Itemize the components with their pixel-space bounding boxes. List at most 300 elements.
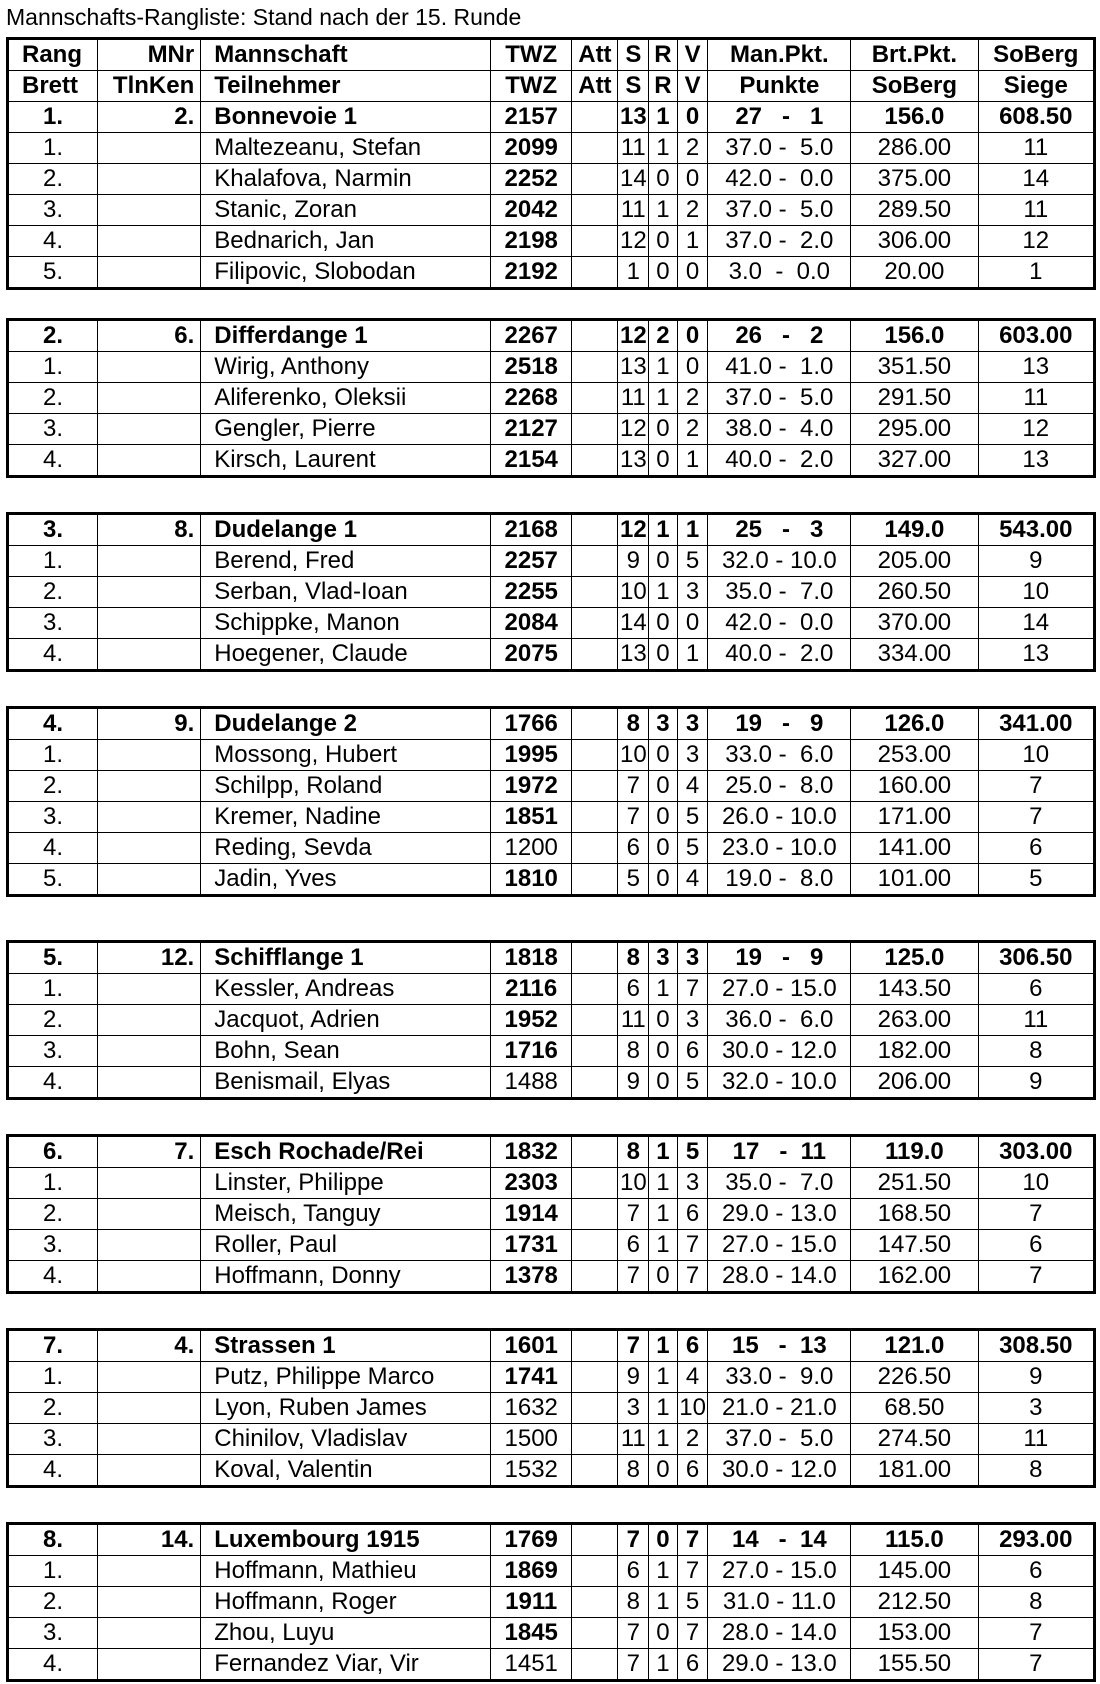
team-row [8,102,1095,133]
player-soberg: 182.00 [851,1036,978,1067]
team-board-points: 119.0 [851,1136,978,1168]
player-att [572,1230,618,1261]
player-draws: 0 [649,445,678,477]
player-name: Benismail, Elyas [201,1067,491,1099]
player-name: Serban, Vlad-Ioan [201,577,491,608]
team-name: Esch Rochade/Rei [201,1136,491,1168]
document-title: Mannschafts-Rangliste: Stand nach der 15. Runde [6,4,522,30]
player-id [98,383,201,414]
player-wins: 14 [618,608,649,639]
player-row [8,1261,1095,1293]
player-name: Maltezeanu, Stefan [201,133,491,164]
player-att [572,383,618,414]
player-points: 30.0 - 12.0 [708,1455,851,1487]
player-row [8,1587,1095,1618]
team-wins: 12 [618,514,649,546]
player-losses: 3 [677,577,708,608]
player-id [98,1587,201,1618]
player-board: 2. [8,1393,98,1424]
player-draws: 1 [649,1199,678,1230]
player-att [572,740,618,771]
player-points: 28.0 - 14.0 [708,1618,851,1649]
player-row [8,608,1095,639]
player-board: 3. [8,608,98,639]
player-losses: 5 [677,1067,708,1099]
team-match-points: 19 - 9 [708,708,851,740]
player-points: 33.0 - 9.0 [708,1362,851,1393]
team-wins: 8 [618,708,649,740]
player-board: 2. [8,383,98,414]
team-block [6,512,1096,672]
player-att [572,833,618,864]
player-draws: 1 [649,1587,678,1618]
player-name: Bednarich, Jan [201,226,491,257]
player-name: Bohn, Sean [201,1036,491,1067]
player-att [572,577,618,608]
player-att [572,802,618,833]
player-id [98,195,201,226]
team-twz: 1601 [491,1330,572,1362]
player-losses: 1 [677,445,708,477]
player-win-count: 11 [978,195,1094,226]
player-points: 21.0 - 21.0 [708,1393,851,1424]
player-id [98,546,201,577]
player-twz: 1914 [491,1199,572,1230]
player-name: Wirig, Anthony [201,352,491,383]
player-losses: 0 [677,257,708,289]
team-name: Dudelange 1 [201,514,491,546]
player-wins: 14 [618,164,649,195]
team-row [8,514,1095,546]
player-board: 4. [8,1455,98,1487]
player-board: 5. [8,864,98,896]
player-twz: 2099 [491,133,572,164]
player-name: Zhou, Luyu [201,1618,491,1649]
player-row [8,1455,1095,1487]
player-win-count: 1 [978,257,1094,289]
player-board: 2. [8,164,98,195]
team-block [6,706,1096,897]
player-name: Schippke, Manon [201,608,491,639]
player-soberg: 160.00 [851,771,978,802]
player-losses: 0 [677,352,708,383]
player-twz: 1716 [491,1036,572,1067]
player-id [98,445,201,477]
player-id [98,1067,201,1099]
player-name: Stanic, Zoran [201,195,491,226]
player-id [98,771,201,802]
player-row [8,833,1095,864]
player-board: 1. [8,1556,98,1587]
player-losses: 7 [677,974,708,1005]
player-att [572,1036,618,1067]
player-win-count: 12 [978,226,1094,257]
team-soberg: 308.50 [978,1330,1094,1362]
player-wins: 13 [618,352,649,383]
player-losses: 2 [677,414,708,445]
player-id [98,1649,201,1681]
player-row [8,1393,1095,1424]
player-row [8,1168,1095,1199]
team-losses: 3 [677,942,708,974]
team-board-points: 156.0 [851,102,978,133]
player-soberg: 274.50 [851,1424,978,1455]
player-win-count: 7 [978,1618,1094,1649]
player-wins: 9 [618,546,649,577]
player-losses: 5 [677,1587,708,1618]
player-draws: 0 [649,639,678,671]
player-twz: 2303 [491,1168,572,1199]
team-number: 12. [98,942,201,974]
player-id [98,864,201,896]
player-att [572,164,618,195]
player-draws: 1 [649,1168,678,1199]
player-twz: 1851 [491,802,572,833]
team-row [8,942,1095,974]
player-wins: 7 [618,1199,649,1230]
player-board: 4. [8,1649,98,1681]
player-row [8,802,1095,833]
header-r: R [649,71,678,102]
player-losses: 0 [677,608,708,639]
team-rank: 7. [8,1330,98,1362]
team-block [6,1522,1096,1682]
team-losses: 6 [677,1330,708,1362]
player-win-count: 9 [978,1362,1094,1393]
player-losses: 10 [677,1393,708,1424]
player-twz: 1532 [491,1455,572,1487]
team-rank: 6. [8,1136,98,1168]
player-wins: 11 [618,133,649,164]
player-wins: 7 [618,1618,649,1649]
player-points: 19.0 - 8.0 [708,864,851,896]
subheader-row [8,71,1095,102]
player-draws: 1 [649,577,678,608]
player-twz: 2116 [491,974,572,1005]
player-wins: 3 [618,1393,649,1424]
player-points: 38.0 - 4.0 [708,414,851,445]
player-losses: 3 [677,1168,708,1199]
team-att [572,1136,618,1168]
player-win-count: 12 [978,414,1094,445]
team-board-points: 126.0 [851,708,978,740]
player-twz: 1810 [491,864,572,896]
player-board: 3. [8,1424,98,1455]
player-points: 35.0 - 7.0 [708,577,851,608]
header-wins: Siege [978,71,1094,102]
team-draws: 1 [649,102,678,133]
player-soberg: 351.50 [851,352,978,383]
player-twz: 2518 [491,352,572,383]
player-board: 4. [8,1261,98,1293]
player-losses: 7 [677,1230,708,1261]
player-win-count: 13 [978,352,1094,383]
team-match-points: 15 - 13 [708,1330,851,1362]
player-id [98,226,201,257]
player-row [8,1649,1095,1681]
player-wins: 11 [618,1005,649,1036]
player-att [572,1556,618,1587]
player-draws: 1 [649,974,678,1005]
player-att [572,1393,618,1424]
player-row [8,1230,1095,1261]
team-match-points: 17 - 11 [708,1136,851,1168]
player-att [572,1261,618,1293]
player-win-count: 8 [978,1455,1094,1487]
player-soberg: 20.00 [851,257,978,289]
player-board: 4. [8,639,98,671]
player-points: 40.0 - 2.0 [708,445,851,477]
player-soberg: 168.50 [851,1199,978,1230]
player-soberg: 253.00 [851,740,978,771]
player-name: Koval, Valentin [201,1455,491,1487]
player-twz: 1845 [491,1618,572,1649]
team-block [6,1328,1096,1488]
player-soberg: 162.00 [851,1261,978,1293]
team-rank: 3. [8,514,98,546]
team-number: 14. [98,1524,201,1556]
player-win-count: 11 [978,1005,1094,1036]
team-twz: 1766 [491,708,572,740]
player-points: 41.0 - 1.0 [708,352,851,383]
player-board: 2. [8,771,98,802]
player-points: 25.0 - 8.0 [708,771,851,802]
player-board: 2. [8,1587,98,1618]
player-row [8,864,1095,896]
player-att [572,257,618,289]
player-soberg: 155.50 [851,1649,978,1681]
player-points: 42.0 - 0.0 [708,608,851,639]
player-id [98,1455,201,1487]
player-draws: 0 [649,740,678,771]
player-soberg: 145.00 [851,1556,978,1587]
team-draws: 3 [649,942,678,974]
player-wins: 9 [618,1362,649,1393]
player-draws: 0 [649,1067,678,1099]
player-losses: 6 [677,1199,708,1230]
player-draws: 0 [649,546,678,577]
player-points: 28.0 - 14.0 [708,1261,851,1293]
player-soberg: 68.50 [851,1393,978,1424]
team-losses: 3 [677,708,708,740]
team-att [572,320,618,352]
team-twz: 2267 [491,320,572,352]
team-row [8,320,1095,352]
player-twz: 1378 [491,1261,572,1293]
team-draws: 1 [649,1136,678,1168]
player-points: 40.0 - 2.0 [708,639,851,671]
player-row [8,1618,1095,1649]
player-points: 35.0 - 7.0 [708,1168,851,1199]
player-twz: 1451 [491,1649,572,1681]
team-wins: 13 [618,102,649,133]
player-losses: 2 [677,133,708,164]
player-losses: 1 [677,639,708,671]
player-id [98,833,201,864]
player-att [572,133,618,164]
player-att [572,1362,618,1393]
player-win-count: 8 [978,1587,1094,1618]
player-twz: 2127 [491,414,572,445]
player-board: 3. [8,1618,98,1649]
player-twz: 1632 [491,1393,572,1424]
player-board: 1. [8,740,98,771]
player-draws: 0 [649,226,678,257]
player-wins: 1 [618,257,649,289]
team-block [6,940,1096,1100]
player-losses: 5 [677,802,708,833]
player-id [98,608,201,639]
team-draws: 0 [649,1524,678,1556]
team-match-points: 27 - 1 [708,102,851,133]
player-losses: 2 [677,1424,708,1455]
header-team-name: Mannschaft [201,39,491,71]
player-soberg: 181.00 [851,1455,978,1487]
team-name: Dudelange 2 [201,708,491,740]
team-number: 8. [98,514,201,546]
player-board: 1. [8,1168,98,1199]
player-att [572,608,618,639]
player-id [98,1036,201,1067]
player-id [98,352,201,383]
player-losses: 6 [677,1036,708,1067]
player-draws: 0 [649,257,678,289]
player-win-count: 7 [978,771,1094,802]
team-board-points: 156.0 [851,320,978,352]
player-row [8,1199,1095,1230]
team-wins: 8 [618,1136,649,1168]
player-twz: 1972 [491,771,572,802]
player-win-count: 7 [978,1261,1094,1293]
team-draws: 1 [649,514,678,546]
player-board: 2. [8,1005,98,1036]
player-draws: 1 [649,1362,678,1393]
player-wins: 6 [618,1556,649,1587]
player-wins: 10 [618,1168,649,1199]
player-win-count: 9 [978,1067,1094,1099]
player-att [572,546,618,577]
player-soberg: 370.00 [851,608,978,639]
player-draws: 0 [649,164,678,195]
player-row [8,1362,1095,1393]
player-wins: 12 [618,414,649,445]
player-wins: 7 [618,1261,649,1293]
player-board: 1. [8,974,98,1005]
player-draws: 1 [649,133,678,164]
player-points: 32.0 - 10.0 [708,1067,851,1099]
team-match-points: 19 - 9 [708,942,851,974]
team-row [8,1330,1095,1362]
header-att: Att [572,39,618,71]
player-name: Khalafova, Narmin [201,164,491,195]
player-soberg: 171.00 [851,802,978,833]
player-name: Lyon, Ruben James [201,1393,491,1424]
player-row [8,1424,1095,1455]
team-wins: 7 [618,1524,649,1556]
player-name: Schilpp, Roland [201,771,491,802]
player-wins: 6 [618,974,649,1005]
player-wins: 8 [618,1587,649,1618]
player-soberg: 263.00 [851,1005,978,1036]
team-rank: 1. [8,102,98,133]
player-wins: 12 [618,226,649,257]
player-win-count: 11 [978,383,1094,414]
team-draws: 1 [649,1330,678,1362]
player-name: Gengler, Pierre [201,414,491,445]
player-name: Hoegener, Claude [201,639,491,671]
player-win-count: 11 [978,1424,1094,1455]
player-id [98,577,201,608]
player-soberg: 206.00 [851,1067,978,1099]
player-wins: 5 [618,864,649,896]
player-losses: 7 [677,1618,708,1649]
player-att [572,1618,618,1649]
player-id [98,414,201,445]
player-win-count: 14 [978,608,1094,639]
player-board: 3. [8,414,98,445]
player-soberg: 141.00 [851,833,978,864]
player-name: Mossong, Hubert [201,740,491,771]
player-win-count: 10 [978,1168,1094,1199]
team-match-points: 25 - 3 [708,514,851,546]
player-att [572,445,618,477]
team-board-points: 125.0 [851,942,978,974]
player-board: 3. [8,802,98,833]
header-team-number: MNr [98,39,201,71]
team-match-points: 14 - 14 [708,1524,851,1556]
player-row [8,639,1095,671]
player-row [8,414,1095,445]
player-id [98,1199,201,1230]
header-twz: TWZ [491,71,572,102]
team-rank: 4. [8,708,98,740]
team-losses: 1 [677,514,708,546]
team-att [572,942,618,974]
player-board: 1. [8,546,98,577]
player-id [98,974,201,1005]
player-soberg: 212.50 [851,1587,978,1618]
player-id [98,802,201,833]
player-board: 2. [8,1199,98,1230]
player-wins: 10 [618,740,649,771]
player-wins: 9 [618,1067,649,1099]
player-att [572,1005,618,1036]
header-v: V [677,71,708,102]
player-losses: 2 [677,195,708,226]
team-losses: 0 [677,320,708,352]
team-row [8,1136,1095,1168]
header-soberg: SoBerg [978,39,1094,71]
player-soberg: 295.00 [851,414,978,445]
player-twz: 2198 [491,226,572,257]
player-att [572,414,618,445]
player-points: 37.0 - 5.0 [708,383,851,414]
player-att [572,226,618,257]
player-draws: 1 [649,1393,678,1424]
team-rank: 5. [8,942,98,974]
header-points: Punkte [708,71,851,102]
team-rank: 8. [8,1524,98,1556]
player-board: 4. [8,445,98,477]
player-win-count: 6 [978,833,1094,864]
team-att [572,514,618,546]
player-row [8,195,1095,226]
team-soberg: 293.00 [978,1524,1094,1556]
team-number: 4. [98,1330,201,1362]
team-board-points: 121.0 [851,1330,978,1362]
player-att [572,1067,618,1099]
player-wins: 6 [618,833,649,864]
